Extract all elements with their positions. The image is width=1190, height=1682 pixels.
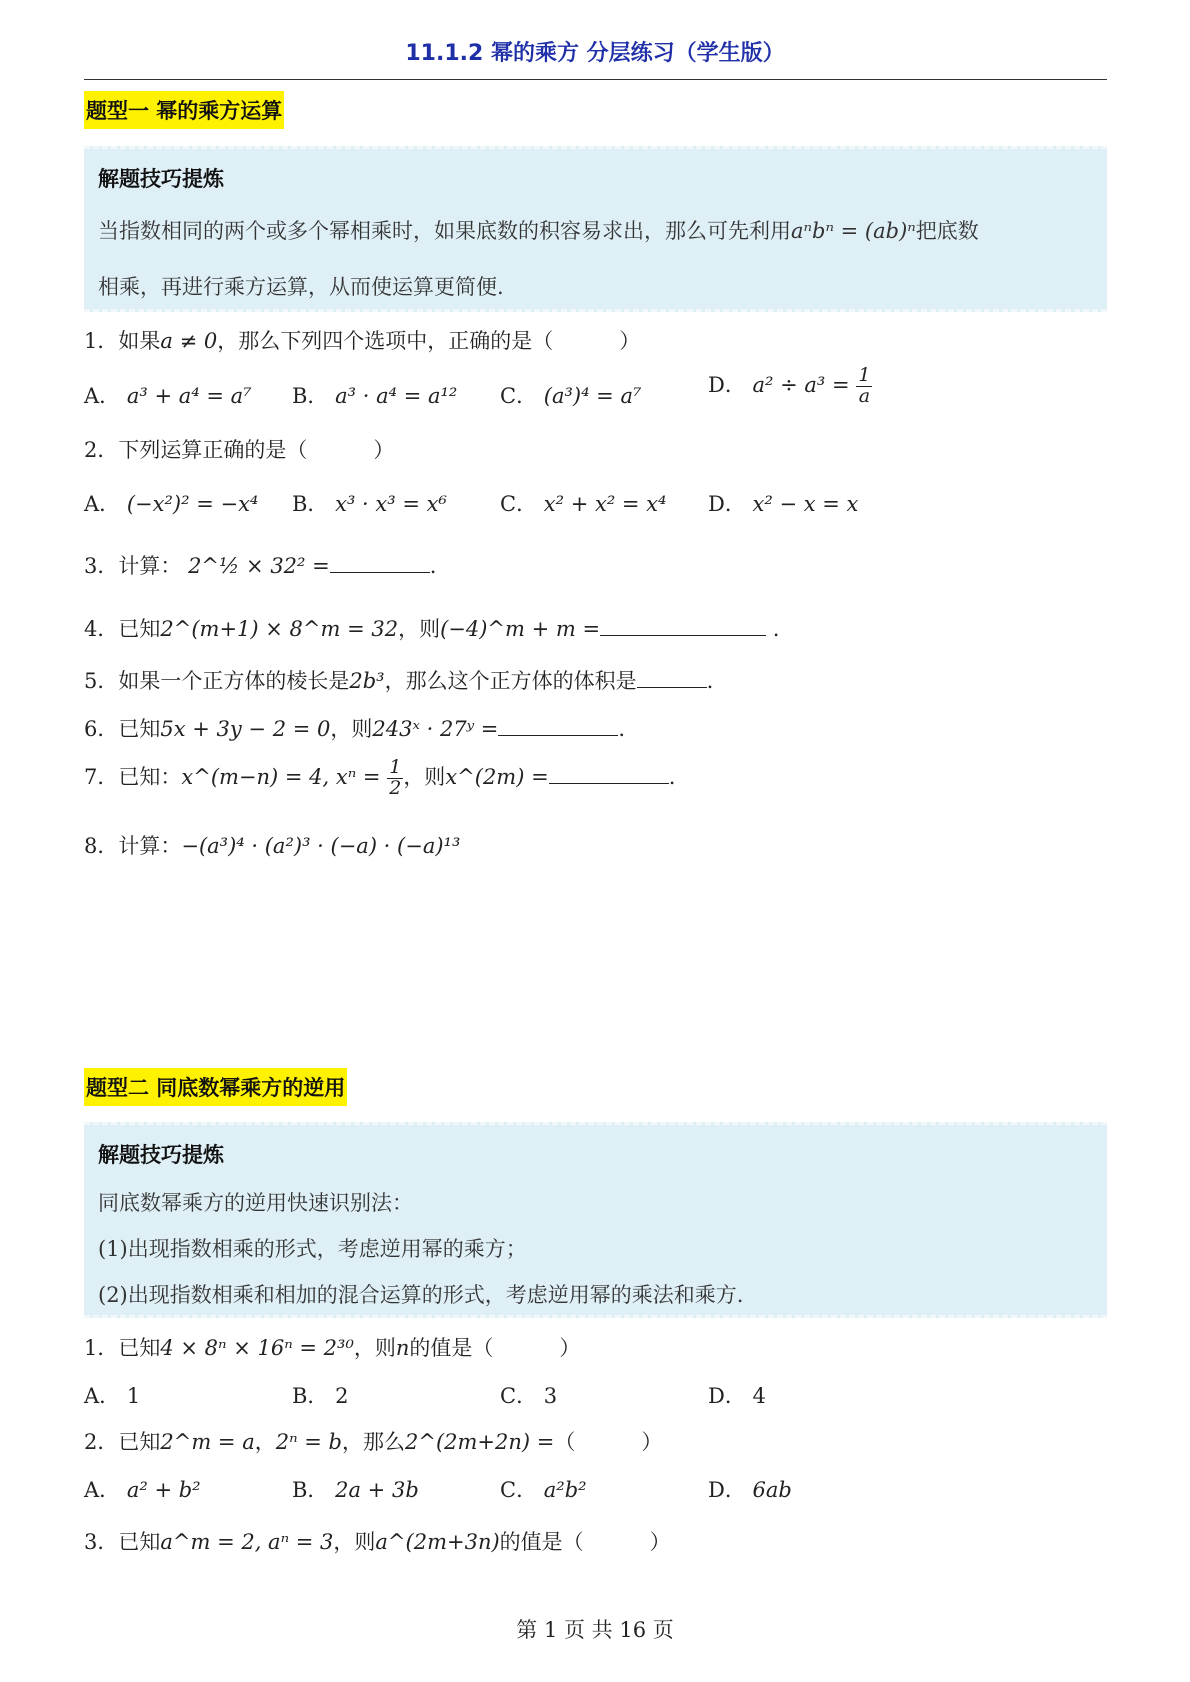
option-b: B． 2	[292, 1384, 349, 1408]
question-7: 7．已知：x^(m−n) = 4, xⁿ = $\frac{1}{2}$ ，则x^(2m) = .	[84, 756, 676, 799]
option-d: D． x² − x = x	[708, 492, 859, 516]
question-3: 3．计算： 2^½ × 32² = .	[84, 554, 437, 578]
tip-line: (1)出现指数相乘的形式，考虑逆用幂的乘方；	[98, 1237, 527, 1261]
tip-line: (2)出现指数相乘和相加的混合运算的形式，考虑逆用幂的乘法和乘方.	[98, 1283, 744, 1307]
tip-line: 相乘，再进行乘方运算，从而使运算更简便.	[98, 275, 504, 299]
question-4: 4．已知2^(m+1) × 8^m = 32，则(−4)^m + m = .	[84, 617, 780, 641]
page-title: 11.1.2 幂的乘方 分层练习（学生版）	[405, 41, 785, 66]
question-5: 5．如果一个正方体的棱长是2b³，那么这个正方体的体积是 .	[84, 669, 714, 693]
tip-box-1	[84, 146, 1107, 312]
tip-formula: aⁿbⁿ = (ab)ⁿ	[791, 219, 916, 243]
option-b: B． x³ · x³ = x⁶	[292, 492, 447, 516]
question-3: 3．已知a^m = 2, aⁿ = 3，则a^(2m+3n)的值是（ ）	[84, 1530, 671, 1554]
option-d: D． a² ÷ a³ = $\frac{1}{a}$	[708, 364, 871, 407]
option-c: C． x² + x² = x⁴	[500, 492, 667, 516]
option-a: A． a² + b²	[84, 1478, 201, 1502]
option-a: A． (−x²)² = −x⁴	[84, 492, 259, 516]
tip-title: 解题技巧提炼	[98, 167, 224, 191]
question-1: 1．已知4 × 8ⁿ × 16ⁿ = 2³⁰，则n的值是（ ）	[84, 1336, 581, 1360]
question-8: 8．计算：−(a³)⁴ · (a²)³ · (−a) · (−a)¹³	[84, 834, 461, 858]
option-a: A． 1	[84, 1384, 141, 1408]
answer-blank	[549, 765, 669, 784]
answer-blank	[600, 617, 766, 636]
option-b: B． a³ · a⁴ = a¹²	[292, 384, 458, 408]
option-c: C． 3	[500, 1384, 558, 1408]
section-heading-2: 题型二 同底数幂乘方的逆用	[84, 1068, 347, 1106]
question-2: 2．下列运算正确的是（ ）	[84, 438, 395, 462]
option-c: C． a²b²	[500, 1478, 587, 1502]
answer-blank	[637, 669, 707, 688]
tip-line: 当指数相同的两个或多个幂相乘时，如果底数的积容易求出，那么可先利用aⁿbⁿ = (ab)ⁿ把底数	[98, 219, 979, 243]
section-heading-1: 题型一 幂的乘方运算	[84, 91, 284, 129]
tip-box-2	[84, 1122, 1107, 1318]
option-b: B． 2a + 3b	[292, 1478, 419, 1502]
title-divider	[84, 79, 1107, 80]
option-a: A． a³ + a⁴ = a⁷	[84, 384, 252, 408]
option-c: C． (a³)⁴ = a⁷	[500, 384, 642, 408]
option-d: D． 6ab	[708, 1478, 792, 1502]
page-footer: 第 1 页 共 16 页	[516, 1618, 674, 1642]
question-1: 1．如果a ≠ 0，那么下列四个选项中，正确的是（ ）	[84, 329, 641, 353]
tip-title: 解题技巧提炼	[98, 1143, 224, 1167]
answer-blank	[330, 554, 430, 573]
answer-blank	[498, 717, 618, 736]
tip-line: 同底数幂乘方的逆用快速识别法：	[98, 1191, 413, 1215]
question-2: 2．已知2^m = a，2ⁿ = b，那么2^(2m+2n) =（ ）	[84, 1430, 663, 1454]
question-6: 6．已知5x + 3y − 2 = 0，则243ˣ · 27ʸ = .	[84, 717, 626, 741]
option-d: D． 4	[708, 1384, 766, 1408]
